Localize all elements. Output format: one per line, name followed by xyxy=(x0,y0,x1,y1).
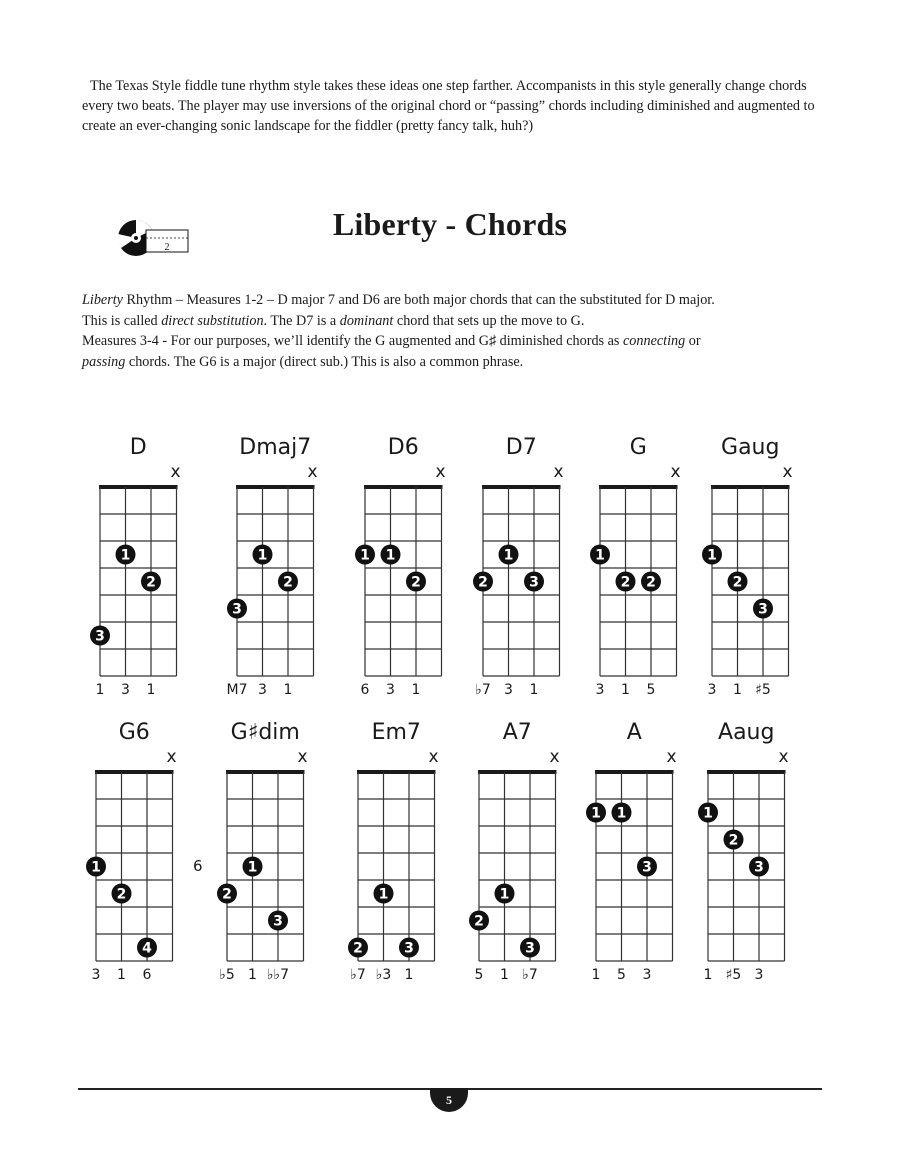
interval-label: 1 xyxy=(621,682,630,698)
interval-label: ♯5 xyxy=(755,682,771,698)
fretboard xyxy=(468,477,575,686)
interval-label: 1 xyxy=(146,682,156,698)
finger-dot xyxy=(612,803,632,823)
finger-number: 1 xyxy=(257,547,268,564)
fretboard xyxy=(464,762,571,971)
fretboard xyxy=(85,477,192,686)
interval-label: 3 xyxy=(386,682,395,698)
description: Liberty Rhythm – Measures 1-2 – D major 7 and D6 are both major chords that can the substituted for D major. This is called direct substitution. The D7 is a dominant chord that sets up the move to G. Measures 3-4 - For our purposes, we’ll identify the G augmented and G♯ diminished chords as connecting or passing chords. The G6 is a major (direct sub.) This is also a common phrase. xyxy=(82,292,715,370)
finger-number: 2 xyxy=(116,886,127,903)
finger-number: 1 xyxy=(503,547,514,564)
finger-number: 3 xyxy=(232,601,242,618)
interval-label: ♭7 xyxy=(522,967,538,983)
chord-name: D xyxy=(129,435,147,460)
finger-number: 2 xyxy=(146,574,156,591)
finger-number: 1 xyxy=(616,805,627,822)
finger-dot xyxy=(524,572,544,592)
chord-name: Em7 xyxy=(371,720,421,745)
muted-string-mark: x xyxy=(782,462,793,482)
muted-string-mark: x xyxy=(549,747,560,767)
finger-dot xyxy=(399,938,419,958)
finger-number: 2 xyxy=(732,574,743,591)
finger-number: 2 xyxy=(478,574,488,591)
muted-string-mark: x xyxy=(428,747,439,767)
fretboard xyxy=(697,477,804,686)
finger-number: 2 xyxy=(474,913,484,930)
nut xyxy=(226,770,305,774)
finger-dot xyxy=(749,857,769,877)
interval-label: ♯5 xyxy=(725,967,742,983)
finger-dot xyxy=(90,626,110,646)
finger-dot xyxy=(268,911,288,931)
interval-label: 1 xyxy=(248,967,257,983)
interval-label: 1 xyxy=(95,682,105,698)
finger-number: 3 xyxy=(273,913,283,930)
finger-dot xyxy=(616,572,636,592)
finger-number: 1 xyxy=(703,805,713,822)
finger-dot xyxy=(243,857,263,877)
finger-dot xyxy=(406,572,426,592)
finger-number: 2 xyxy=(283,574,293,591)
fretboard xyxy=(581,762,688,971)
finger-dot xyxy=(641,572,661,592)
interval-label: 3 xyxy=(91,967,101,983)
chord-name: Aaug xyxy=(718,720,775,745)
nut xyxy=(95,770,174,774)
page-number: 5 xyxy=(430,1088,468,1112)
interval-label: 1 xyxy=(591,967,601,983)
cd-track-number: 2 xyxy=(164,242,170,253)
finger-dot xyxy=(86,857,106,877)
finger-number: 1 xyxy=(499,886,510,903)
interval-label: 3 xyxy=(504,682,513,698)
finger-number: 2 xyxy=(353,940,363,957)
fretboard xyxy=(222,477,329,686)
finger-number: 1 xyxy=(360,547,370,564)
interval-label: ♭5 xyxy=(219,967,235,983)
interval-label: ♭7 xyxy=(350,967,366,983)
finger-number: 2 xyxy=(620,574,631,591)
interval-label: 1 xyxy=(117,967,126,983)
finger-number: 1 xyxy=(385,547,396,564)
fretboard xyxy=(693,762,800,971)
nut xyxy=(599,485,678,489)
interval-label: 6 xyxy=(360,682,370,698)
fret-position-label: 6 xyxy=(193,856,203,875)
interval-label: 3 xyxy=(754,967,764,983)
finger-number: 1 xyxy=(707,547,717,564)
muted-string-mark: x xyxy=(307,462,318,482)
finger-dot xyxy=(728,572,748,592)
finger-dot xyxy=(374,884,394,904)
finger-dot xyxy=(637,857,657,877)
finger-number: 2 xyxy=(222,886,232,903)
page-title: Liberty - Chords xyxy=(332,206,568,242)
finger-dot xyxy=(112,884,132,904)
fretboard xyxy=(585,477,692,686)
finger-number: 3 xyxy=(754,859,764,876)
finger-dot xyxy=(495,884,515,904)
interval-label: 1 xyxy=(500,967,509,983)
interval-label: 3 xyxy=(707,682,717,698)
chord-name: G xyxy=(629,435,647,460)
finger-number: 3 xyxy=(525,940,535,957)
nut xyxy=(482,485,561,489)
finger-number: 1 xyxy=(91,859,101,876)
finger-dot xyxy=(278,572,298,592)
chord-name: Gaug xyxy=(721,435,780,460)
finger-dot xyxy=(355,545,375,565)
finger-dot xyxy=(116,545,136,565)
interval-label: 3 xyxy=(595,682,605,698)
muted-string-mark: x xyxy=(778,747,789,767)
muted-string-mark: x xyxy=(435,462,446,482)
finger-number: 4 xyxy=(142,940,152,957)
muted-string-mark: x xyxy=(166,747,177,767)
interval-label: 1 xyxy=(404,967,414,983)
finger-dot xyxy=(137,938,157,958)
finger-dot xyxy=(590,545,610,565)
finger-number: 1 xyxy=(378,886,389,903)
chord-name: G6 xyxy=(118,720,150,745)
interval-label: 3 xyxy=(121,682,130,698)
finger-number: 2 xyxy=(411,574,421,591)
chord-name: D6 xyxy=(387,435,419,460)
muted-string-mark: x xyxy=(170,462,181,482)
finger-number: 3 xyxy=(758,601,768,618)
interval-label: 6 xyxy=(142,967,152,983)
nut xyxy=(364,485,443,489)
interval-label: ♭♭7 xyxy=(266,967,290,983)
chord-name: A7 xyxy=(502,720,532,745)
finger-dot xyxy=(753,599,773,619)
finger-dot xyxy=(702,545,722,565)
finger-dot xyxy=(141,572,161,592)
nut xyxy=(707,770,786,774)
interval-label: 3 xyxy=(642,967,652,983)
interval-label: 3 xyxy=(258,682,267,698)
nut xyxy=(711,485,790,489)
finger-dot xyxy=(499,545,519,565)
interval-label: 1 xyxy=(733,682,742,698)
finger-dot xyxy=(348,938,368,958)
muted-string-mark: x xyxy=(670,462,681,482)
finger-dot xyxy=(520,938,540,958)
finger-number: 1 xyxy=(595,547,605,564)
finger-number: 1 xyxy=(247,859,258,876)
nut xyxy=(595,770,674,774)
finger-dot xyxy=(227,599,247,619)
finger-dot xyxy=(253,545,273,565)
interval-label: 1 xyxy=(529,682,539,698)
interval-label: 1 xyxy=(283,682,293,698)
interval-label: 5 xyxy=(617,967,626,983)
muted-string-mark: x xyxy=(666,747,677,767)
finger-number: 2 xyxy=(646,574,656,591)
chord-name: A xyxy=(626,720,642,745)
finger-dot xyxy=(381,545,401,565)
interval-label: 1 xyxy=(703,967,713,983)
finger-dot xyxy=(724,830,744,850)
finger-number: 3 xyxy=(404,940,414,957)
finger-number: 2 xyxy=(728,832,739,849)
chord-name: G♯dim xyxy=(230,720,300,745)
interval-label: 5 xyxy=(474,967,484,983)
fretboard xyxy=(350,477,457,686)
nut xyxy=(357,770,436,774)
nut xyxy=(478,770,557,774)
interval-label: 5 xyxy=(646,682,656,698)
cd-track-icon xyxy=(116,218,190,258)
muted-string-mark: x xyxy=(297,747,308,767)
finger-dot xyxy=(586,803,606,823)
interval-label: ♭7 xyxy=(475,682,491,698)
nut xyxy=(99,485,178,489)
muted-string-mark: x xyxy=(553,462,564,482)
interval-label: 1 xyxy=(411,682,421,698)
finger-number: 1 xyxy=(591,805,601,822)
finger-number: 1 xyxy=(120,547,131,564)
fretboard xyxy=(343,762,450,971)
fretboard xyxy=(212,762,319,971)
nut xyxy=(236,485,315,489)
chord-name: Dmaj7 xyxy=(239,435,312,460)
finger-number: 3 xyxy=(529,574,539,591)
finger-dot xyxy=(473,572,493,592)
chord-name: D7 xyxy=(505,435,537,460)
interval-label: ♭3 xyxy=(375,967,392,983)
finger-number: 3 xyxy=(95,628,105,645)
fretboard xyxy=(81,762,188,971)
finger-number: 3 xyxy=(642,859,652,876)
finger-dot xyxy=(217,884,237,904)
finger-dot xyxy=(469,911,489,931)
intro-paragraph: The Texas Style fiddle tune rhythm style takes these ideas one step farther. Accompanists in this style generally change chords every two beats. The player may use inversions of the original chord or “passing” chords including diminished and augmented to create an ever-changing sonic landscape for the fiddler (pretty fancy talk, huh?) xyxy=(82,78,815,134)
finger-dot xyxy=(698,803,718,823)
interval-label: M7 xyxy=(226,682,248,698)
